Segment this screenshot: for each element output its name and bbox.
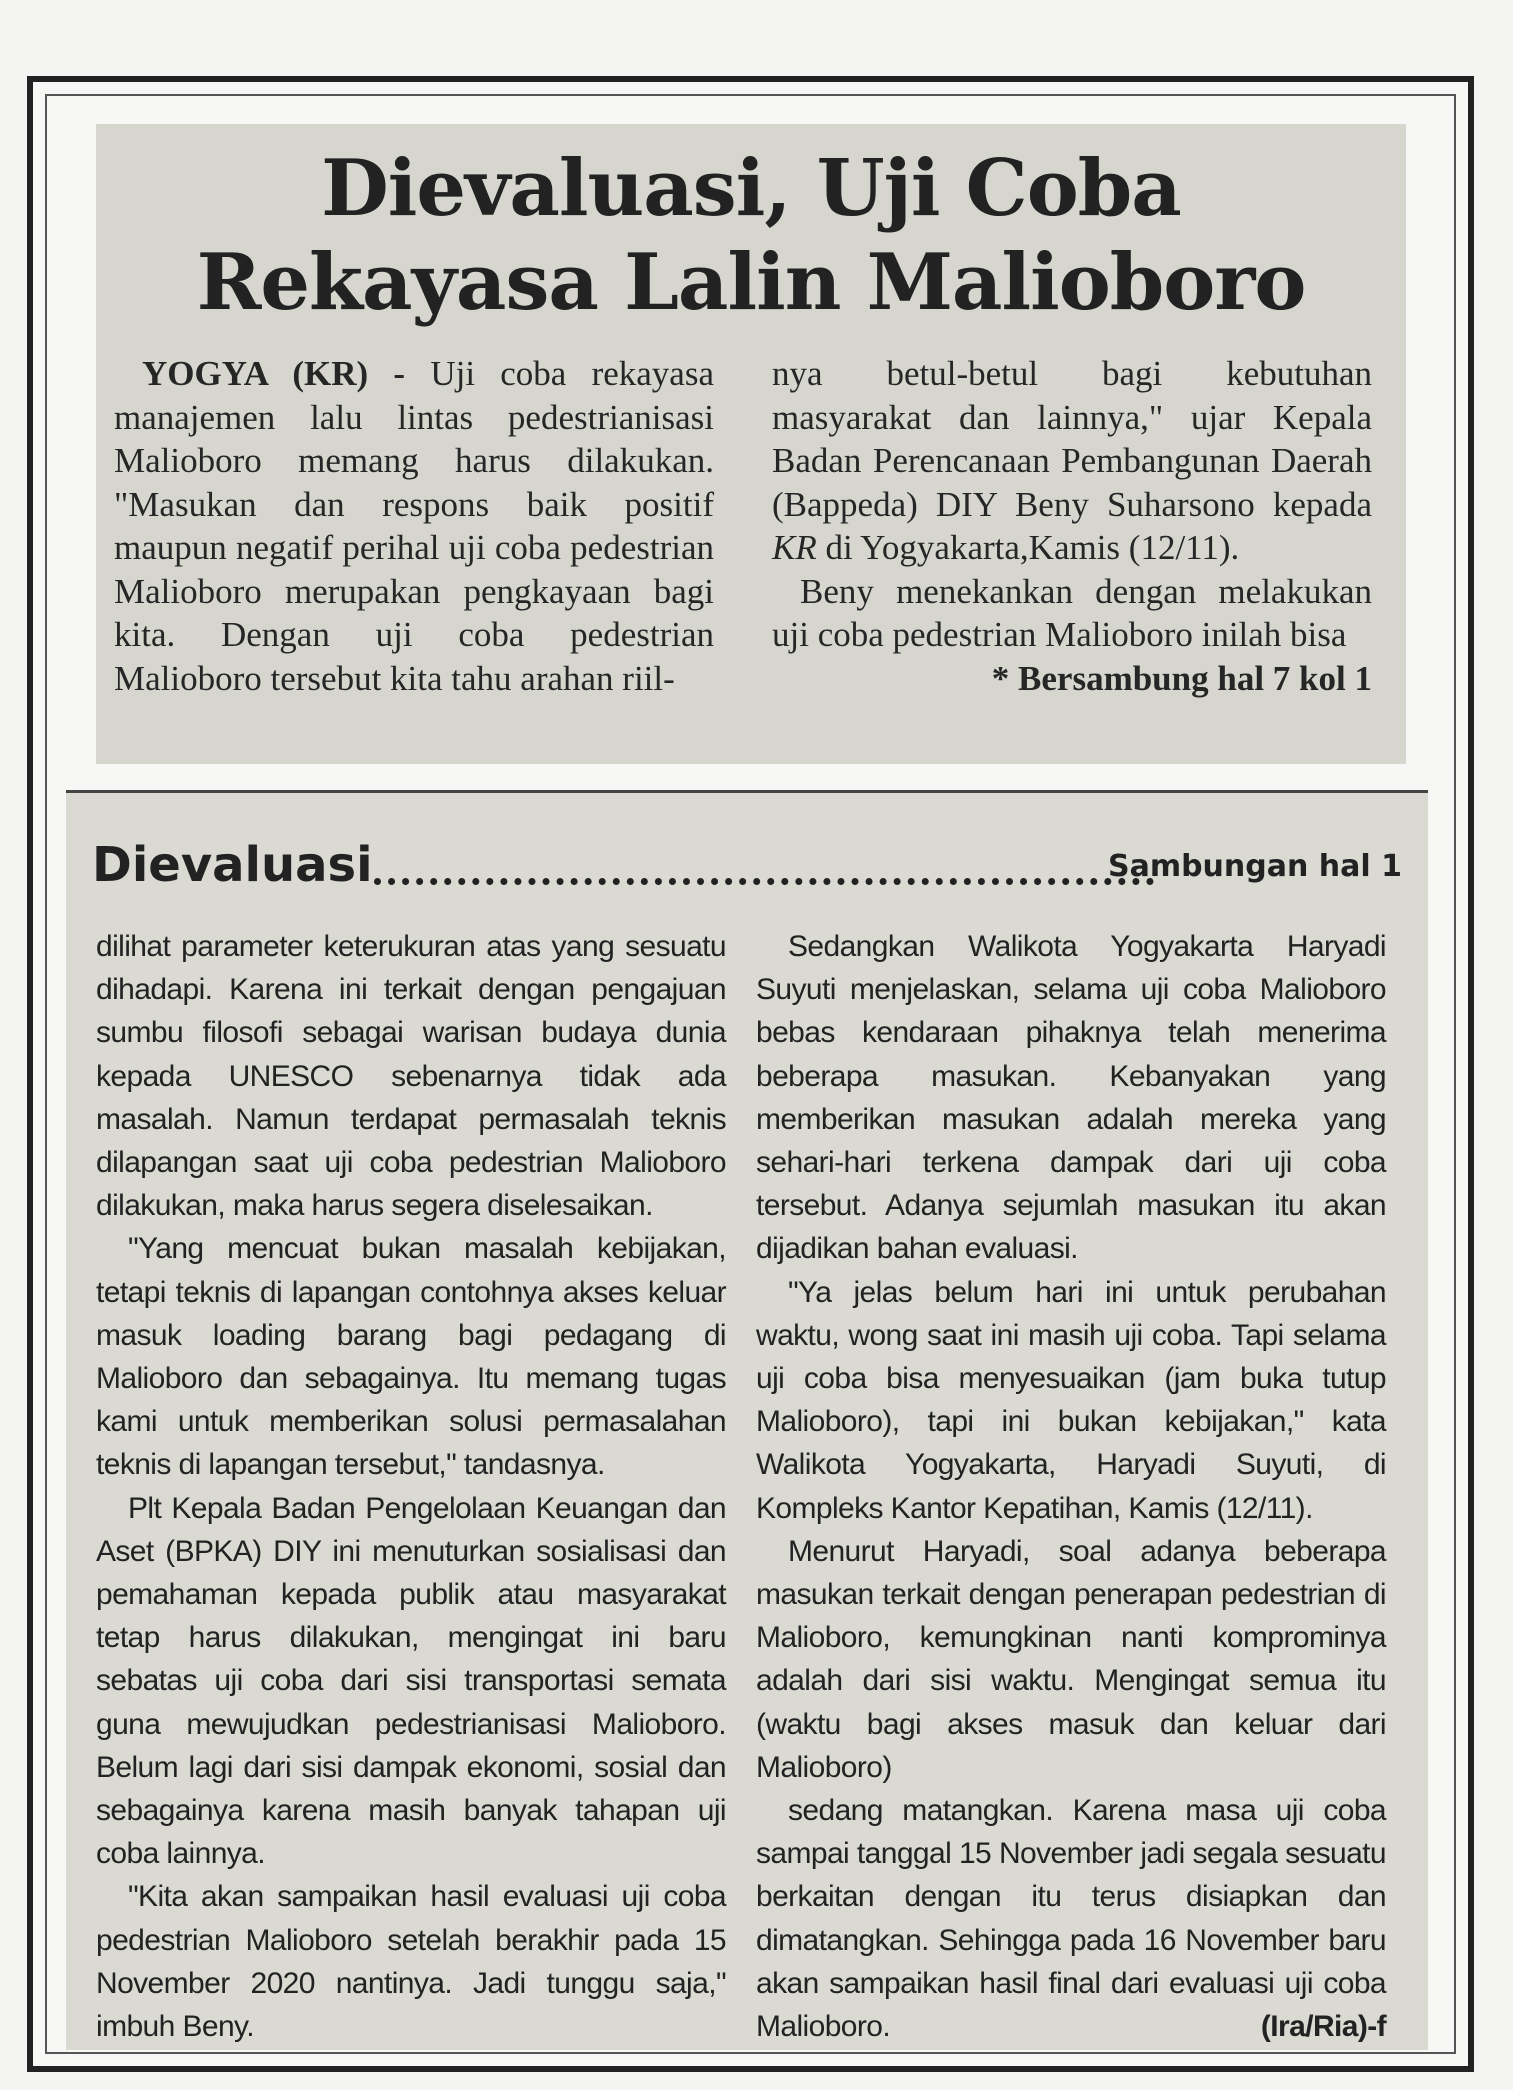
- section-title: Dievaluasi: [92, 837, 373, 893]
- article-paragraph: Sedangkan Walikota Yogyakarta Haryadi Suyuti menjelaskan, selama uji coba Malioboro bebas kendaraan pihaknya telah menerima beberapa masukan. Kebanyakan yang memberikan masukan adalah mereka yang sehari-hari terkena dampak dari uji coba tersebut. Adanya sejumlah masukan itu akan dijadikan bahan evaluasi.: [756, 930, 1386, 1266]
- dotted-leader: [374, 845, 1154, 885]
- paragraph-text: sedang matangkan. Karena masa uji coba sampai tanggal 15 November jadi segala sesuatu berkaitan dengan itu terus disiapkan dan dimatangkan. Sehingga pada 16 November baru akan sampaikan hasil final dari evaluasi uji coba Malioboro.: [756, 1794, 1386, 2044]
- paragraph-text-end: di Yogyakarta,Kamis (12/11).: [825, 528, 1240, 567]
- continued-column-right: [756, 925, 1386, 2048]
- byline: (Ira/Ria)-f: [1260, 2010, 1386, 2044]
- continued-column-left: [96, 925, 726, 2048]
- divider: [66, 790, 1428, 793]
- article-paragraph: "Ya jelas belum hari ini untuk perubahan waktu, wong saat ini masih uji coba. Tapi selama uji coba bisa menyesuaikan (jam buka tutup Malioboro), tapi ini bukan kebijakan," kata Walikota Yogyakarta, Haryadi Suyuti, di Kompleks Kantor Kepatihan, Kamis (12/11).: [756, 1275, 1386, 1525]
- dateline: YOGYA (KR) -: [142, 354, 406, 393]
- continued-from-label: Sambungan hal 1: [1107, 849, 1402, 884]
- article-paragraph: "Yang mencuat bukan masalah kebijakan, tetapi teknis di lapangan contohnya akses keluar masuk loading barang bagi pedagang di Malioboro dan sebagainya. Itu memang tugas kami untuk memberikan solusi permasalahan teknis di lapangan tersebut," tandasnya.: [96, 1232, 726, 1482]
- article-paragraph: Plt Kepala Badan Pengelolaan Keuangan dan Aset (BPKA) DIY ini menuturkan sosialisasi dan pemahaman kepada publik atau masyarakat tetap harus dilakukan, mengingat ini baru sebatas uji coba dari sisi transportasi semata guna mewujudkan pedestrianisasi Malioboro. Belum lagi dari sisi dampak ekonomi, sosial dan sebagainya karena masih banyak tahapan uji coba lainnya.: [96, 1491, 726, 1871]
- continuation-note: * Bersambung hal 7 kol 1: [991, 658, 1372, 698]
- article-clipping-main: [96, 124, 1406, 764]
- section-header: [92, 835, 1402, 895]
- article-paragraph: dilihat parameter keterukuran atas yang sesuatu dihadapi. Karena ini terkait dengan pengajuan sumbu filosofi sebagai warisan budaya dunia kepada UNESCO sebenarnya tidak ada masalah. Namun terdapat permasalah teknis dilapangan saat uji coba pedestrian Malioboro dilakukan, maka harus segera diselesaikan.: [96, 930, 726, 1223]
- article-paragraph: Menurut Haryadi, soal adanya beberapa masukan terkait dengan penerapan pedestrian di Malioboro, kemungkinan nanti komprominya adalah dari sisi waktu. Mengingat semua itu (waktu bagi akses masuk dan keluar dari Malioboro): [756, 1534, 1386, 1784]
- paragraph-text: nya betul-betul bagi kebutuhan masyarakat dan lainnya," ujar Kepala Badan Perencanaan Pembangunan Daerah (Bappeda) DIY Beny Suharsono kepada: [772, 354, 1372, 524]
- newspaper-abbrev: KR: [772, 528, 817, 567]
- lead-text: Uji coba rekayasa manajemen lalu lintas pedestrianisasi Malioboro memang harus dilakukan. "Masukan dan respons baik positif maupun negatif perihal uji coba pedestrian Malioboro merupakan pengkayaan bagi kita. Dengan uji coba pedestrian Malioboro tersebut kita tahu arahan riil-: [114, 354, 714, 698]
- article-paragraph: "Kita akan sampaikan hasil evaluasi uji coba pedestrian Malioboro setelah berakhir pada 15 November 2020 nantinya. Jadi tunggu saja," imbuh Beny.: [96, 1880, 726, 2044]
- article-clipping-continued: [66, 790, 1428, 2050]
- article-paragraph: [772, 352, 1372, 570]
- headline-line-2: Rekayasa Lalin Malioboro: [196, 237, 1306, 328]
- article-paragraph: Beny menekankan dengan melakukan uji coba pedestrian Malioboro inilah bisa: [772, 571, 1372, 654]
- headline-line-1: Dievaluasi, Uji Coba: [321, 143, 1181, 234]
- article-paragraph: [114, 352, 714, 700]
- headline: [96, 142, 1406, 330]
- article-column-left: [114, 352, 714, 700]
- article-column-right: [772, 352, 1372, 700]
- article-paragraph: [756, 1789, 1386, 2048]
